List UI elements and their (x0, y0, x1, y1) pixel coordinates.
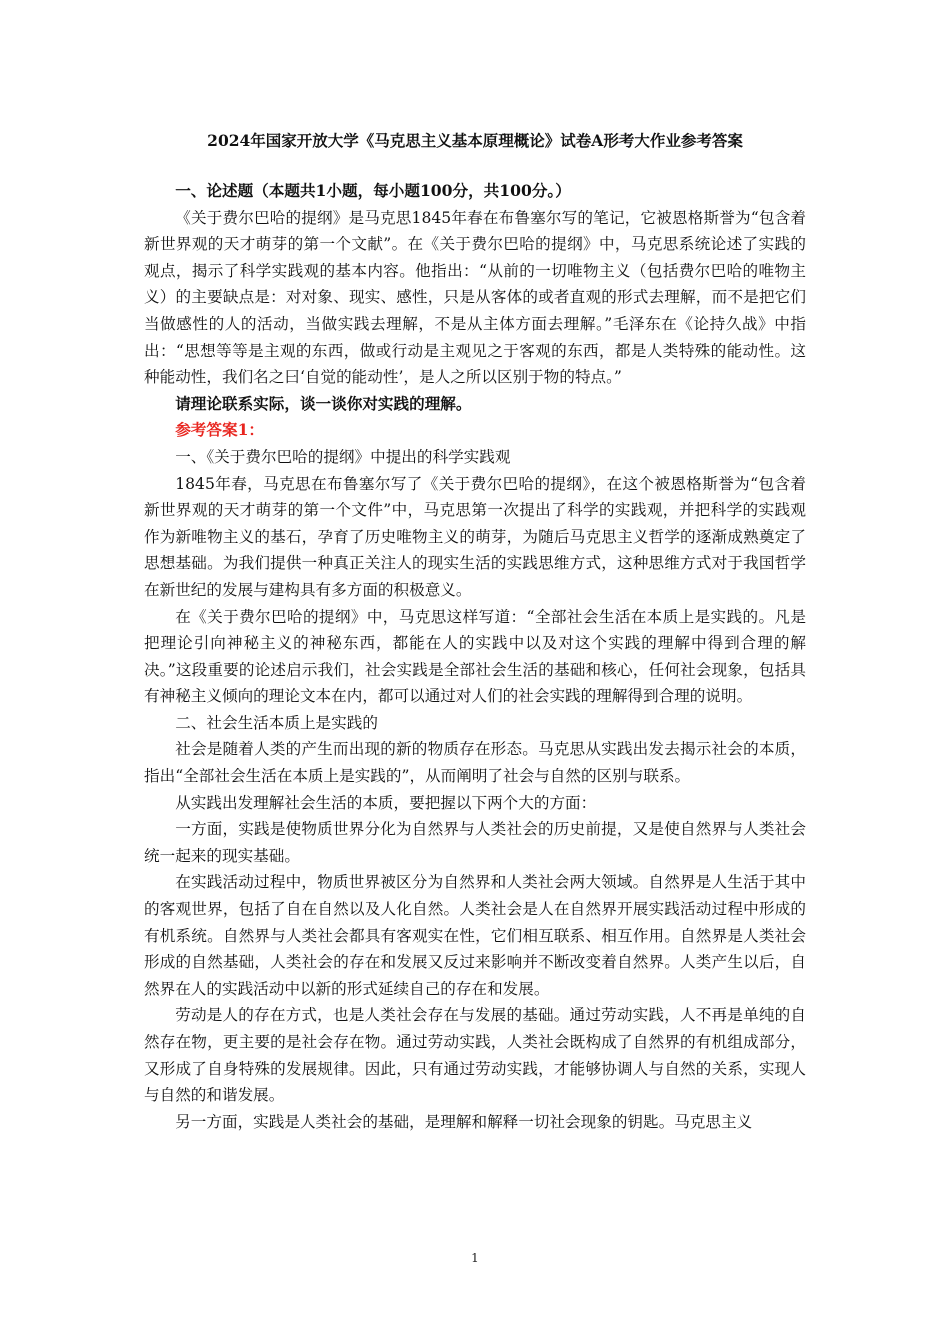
answer-paragraph: 一方面，实践是使物质世界分化为自然界与人类社会的历史前提，又是使自然界与人类社会统一起来的现实基础。 (144, 820, 806, 865)
answer-paragraph: 在实践活动过程中，物质世界被区分为自然界和人类社会两大领域。自然界是人生活于其中的客观世界，包括了自在自然以及人化自然。人类社会是人在自然界开展实践活动过程中形成的有机系统。自然界与人类社会都具有客观实在性，它们相互联系、相互作用。自然界是人类社会形成的自然基础，人类社会的存在和发展又反过来影响并不断改变着自然界。人类产生以后，自然界在人的实践活动中以新的形式延续自己的存在和发展。 (144, 873, 806, 998)
document-title: 2024年国家开放大学《马克思主义基本原理概论》试卷A形考大作业参考答案 (207, 131, 743, 150)
answer-paragraph: 劳动是人的存在方式，也是人类社会存在与发展的基础。通过劳动实践，人不再是单纯的自然存在物，更主要的是社会存在物。通过劳动实践，人类社会既构成了自然界的有机组成部分，又形成了自身特殊的发展规律。因此，只有通过劳动实践，才能够协调人与自然的关系，实现人与自然的和谐发展。 (144, 1006, 806, 1105)
answer-subheading: 一、《关于费尔巴哈的提纲》中提出的科学实践观 (175, 447, 511, 466)
question-paragraph: 《关于费尔巴哈的提纲》是马克思1845年春在布鲁塞尔写的笔记，它被恩格斯誉为“包含着新世界观的天才萌芽的第一个文献”。在《关于费尔巴哈的提纲》中，马克思系统论述了实践的观点，揭示了科学实践观的基本内容。他指出：“从前的一切唯物主义（包括费尔巴哈的唯物主义）的主要缺点是：对对象、现实、感性，只是从客体的或者直观的形式去理解，而不是把它们当做感性的人的活动，当做实践去理解，不是从主体方面去理解。”毛泽东在《论持久战》中指出：“思想等等是主观的东西，做或行动是主观见之于客观的东西，都是人类特殊的能动性。这种能动性，我们名之曰‘自觉的能动性’，是人之所以区别于物的特点。” (144, 208, 806, 387)
section-heading: 一、论述题（本题共1小题，每小题100分，共100分。） (175, 181, 571, 200)
answer-paragraph: 从实践出发理解社会生活的本质，要把握以下两个大的方面： (175, 793, 597, 812)
answer-paragraph: 1845年春，马克思在布鲁塞尔写了《关于费尔巴哈的提纲》，在这个被恩格斯誉为“包含着新世界观的天才萌芽的第一个文件”中，马克思第一次提出了科学的实践观，并把科学的实践观作为新唯物主义的基石，孕育了历史唯物主义的萌芽，为随后马克思主义哲学的逐渐成熟奠定了思想基础。为我们提供一种真正关注人的现实生活的实践思维方式，这种思维方式对于我国哲学在新世纪的发展与建构具有多方面的积极意义。 (144, 474, 806, 599)
answer-paragraph: 在《关于费尔巴哈的提纲》中，马克思这样写道：“全部社会生活在本质上是实践的。凡是把理论引向神秘主义的神秘东西，都能在人的实践中以及对这个实践的理解中得到合理的解决。”这段重要的论述启示我们，社会实践是全部社会生活的基础和核心，任何社会现象，包括具有神秘主义倾向的理论文本在内，都可以通过对人们的社会实践的理解得到合理的说明。 (144, 607, 806, 706)
answer-paragraph: 社会是随着人类的产生而出现的新的物质存在形态。马克思从实践出发去揭示社会的本质，指出“全部社会生活在本质上是实践的”，从而阐明了社会与自然的区别与联系。 (144, 740, 806, 786)
answer-subheading: 二、社会生活本质上是实践的 (175, 713, 378, 732)
answer-paragraph: 另一方面，实践是人类社会的基础，是理解和解释一切社会现象的钥匙。马克思主义 (175, 1112, 753, 1131)
answer-label: 参考答案1： (175, 420, 265, 440)
page-number: 1 (471, 1251, 479, 1265)
document-body (144, 178, 806, 1135)
question-prompt: 请理论联系实际，谈一谈你对实践的理解。 (175, 393, 472, 413)
